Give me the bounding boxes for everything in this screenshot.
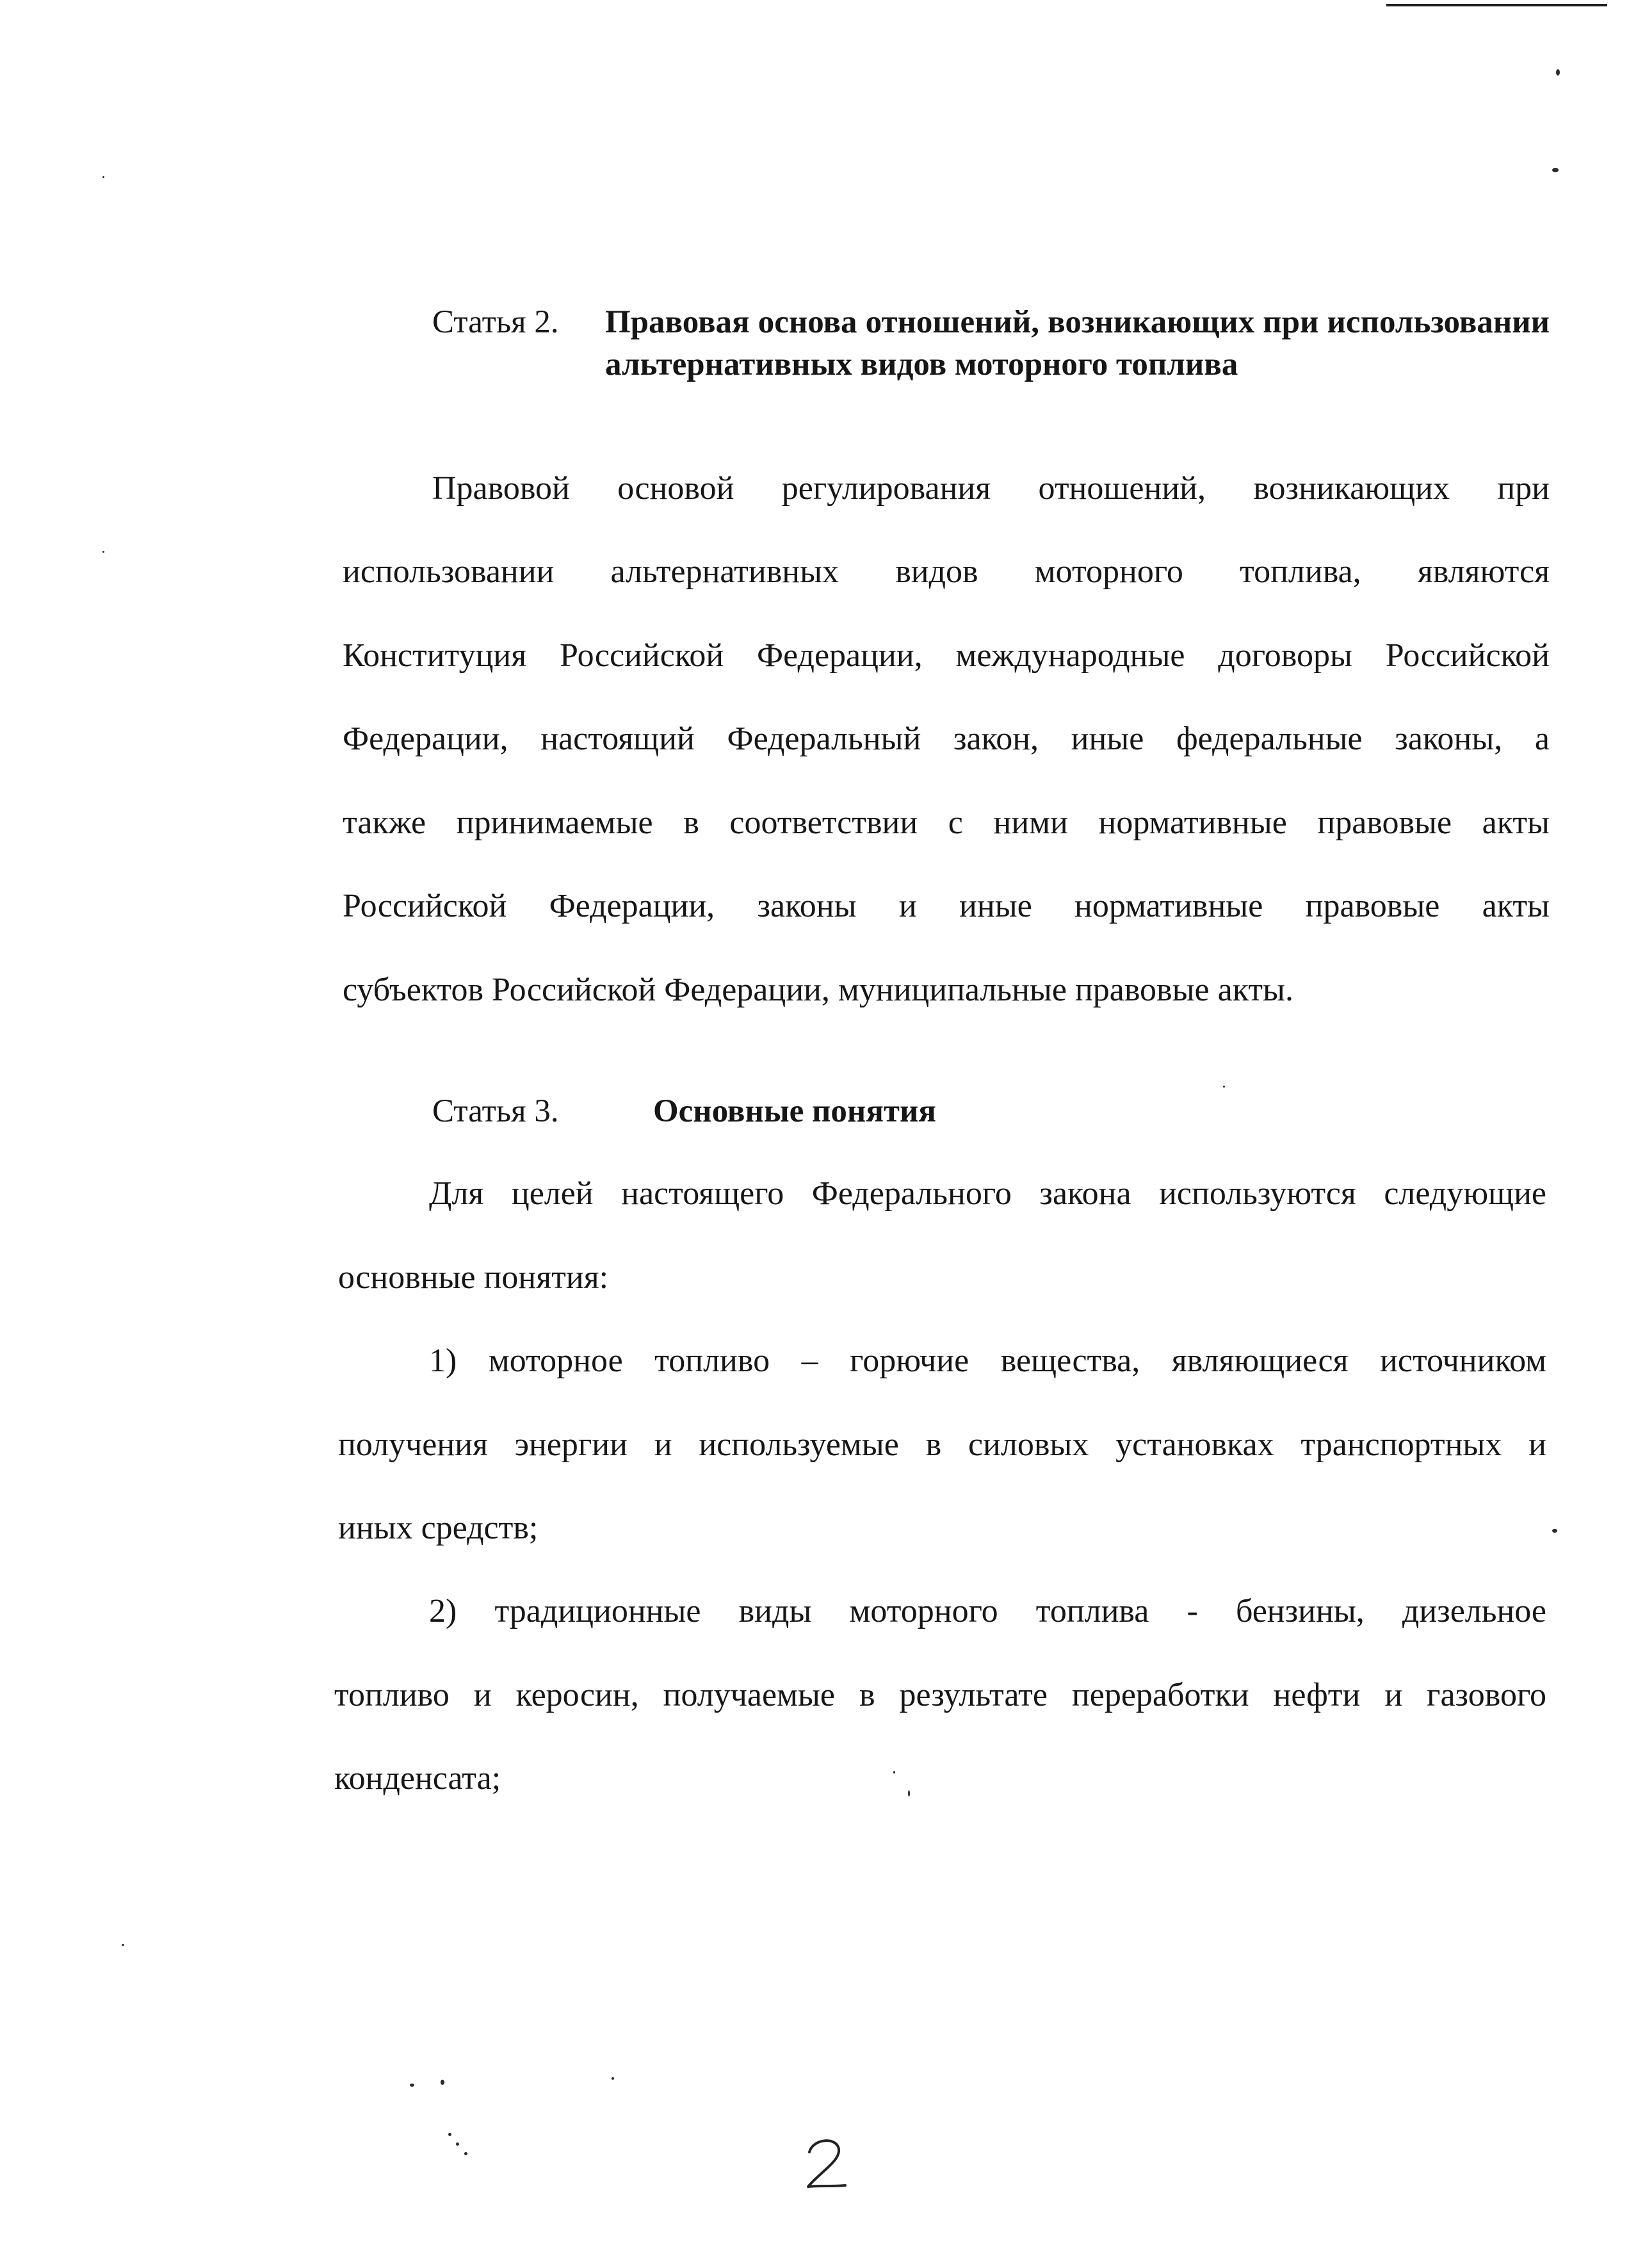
scan-speck (1552, 1529, 1557, 1533)
article-2-line: использовании альтернативных видов моторного топлива, являются (343, 553, 1550, 590)
article-2-heading (432, 301, 1550, 429)
scan-speck (893, 1771, 895, 1774)
top-edge-rule (1386, 4, 1607, 6)
article-2-line: Правовой основой регулирования отношений, возникающих при (432, 470, 1550, 507)
article-3-intro-line: основные понятия: (338, 1259, 609, 1296)
definition-item-line: получения энергии и используемые в силовых установках транспортных и (338, 1426, 1546, 1463)
article-3-heading (432, 1090, 1550, 1135)
scan-speck (448, 2133, 451, 2136)
scan-speck (1556, 69, 1560, 76)
scan-speck (441, 2080, 444, 2085)
scan-speck (612, 2077, 614, 2080)
article-2-line: Российской Федерации, законы и иные нормативные правовые акты (343, 888, 1550, 924)
definition-item-line: конденсата; (334, 1760, 501, 1797)
scan-speck (464, 2152, 467, 2155)
definition-item-line: 1) моторное топливо – горючие вещества, являющиеся источником (429, 1342, 1546, 1379)
definition-item-line: иных средств; (338, 1510, 539, 1546)
article-3-title: Основные понятия (653, 1093, 936, 1129)
scan-speck (410, 2084, 414, 2087)
handwritten-page-number (800, 2133, 852, 2197)
article-2-title: Правовая основа отношений, возникающих при использовании альтернативных видов моторного топлива (605, 304, 1550, 382)
article-2-label: Статья 2. (432, 304, 559, 340)
scan-speck (456, 2142, 459, 2146)
scan-speck (1552, 168, 1559, 172)
article-2-line: также принимаемые в соответствии с ними нормативные правовые акты (343, 804, 1550, 841)
article-2-line: Федерации, настоящий Федеральный закон, иные федеральные законы, а (343, 721, 1550, 757)
definition-item-line: 2) традиционные виды моторного топлива - бензины, дизельное (429, 1593, 1546, 1629)
scan-speck (908, 1790, 910, 1797)
article-2-line: субъектов Российской Федерации, муниципальные правовые акты. (343, 972, 1293, 1008)
scan-speck (102, 176, 104, 178)
article-2-line: Конституция Российской Федерации, международные договоры Российской (343, 637, 1550, 674)
article-3-intro-line: Для целей настоящего Федерального закона используются следующие (429, 1175, 1546, 1212)
scan-speck (122, 1944, 124, 1946)
scan-speck (102, 551, 104, 553)
scan-speck (1223, 1086, 1225, 1088)
article-3-label: Статья 3. (432, 1093, 559, 1129)
definition-item-line: топливо и керосин, получаемые в результате переработки нефти и газового (334, 1677, 1546, 1713)
